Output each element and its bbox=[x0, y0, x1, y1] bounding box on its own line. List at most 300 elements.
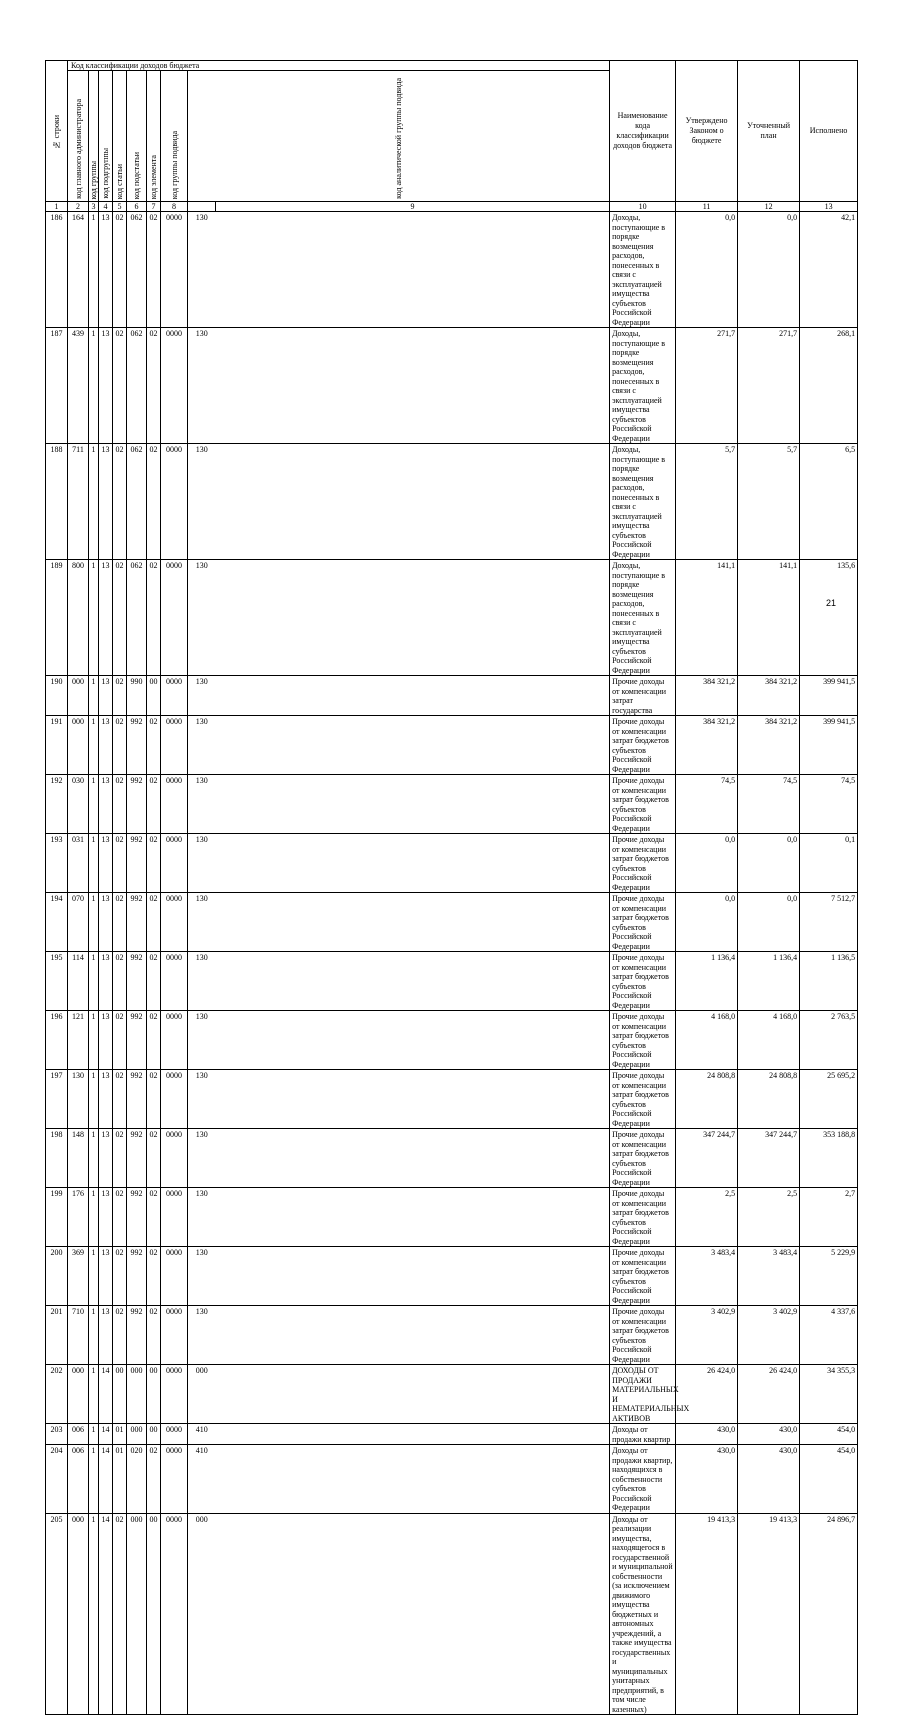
code-cell: 02 bbox=[147, 328, 161, 444]
code-cell: 0000 bbox=[161, 1188, 188, 1247]
refined-cell: 3 402,9 bbox=[738, 1306, 800, 1365]
row-number-cell: 193 bbox=[46, 834, 68, 893]
code-cell: 14 bbox=[99, 1424, 113, 1445]
code-cell: 02 bbox=[113, 444, 127, 560]
refined-cell: 19 413,3 bbox=[738, 1513, 800, 1715]
code-cell: 14 bbox=[99, 1365, 113, 1424]
approved-cell: 3 402,9 bbox=[676, 1306, 738, 1365]
code-cell: 000 bbox=[188, 1365, 216, 1424]
code-cell: 1 bbox=[89, 1424, 99, 1445]
table-row bbox=[46, 444, 858, 560]
code-cell-spacer bbox=[216, 1306, 610, 1365]
code-cell: 02 bbox=[113, 1306, 127, 1365]
code-cell: 1 bbox=[89, 952, 99, 1011]
code-cell: 121 bbox=[68, 1011, 89, 1070]
row-number-cell: 194 bbox=[46, 893, 68, 952]
column-number bbox=[188, 202, 216, 212]
code-cell: 1 bbox=[89, 1445, 99, 1514]
code-cell: 992 bbox=[127, 1011, 147, 1070]
approved-cell: 3 483,4 bbox=[676, 1247, 738, 1306]
code-cell-spacer bbox=[216, 1188, 610, 1247]
code-cell: 990 bbox=[127, 676, 147, 716]
code-cell-spacer bbox=[216, 1129, 610, 1188]
refined-cell: 74,5 bbox=[738, 775, 800, 834]
code-cell: 992 bbox=[127, 1247, 147, 1306]
code-cell: 148 bbox=[68, 1129, 89, 1188]
code-cell: 030 bbox=[68, 775, 89, 834]
approved-cell: 347 244,7 bbox=[676, 1129, 738, 1188]
table-row bbox=[46, 1365, 858, 1424]
row-number-cell: 189 bbox=[46, 560, 68, 676]
code-cell-spacer bbox=[216, 952, 610, 1011]
executed-cell: 399 941,5 bbox=[800, 676, 858, 716]
code-cell: 02 bbox=[113, 1247, 127, 1306]
code-cell-spacer bbox=[216, 1011, 610, 1070]
code-cell: 02 bbox=[147, 893, 161, 952]
table-row bbox=[46, 893, 858, 952]
code-cell-spacer bbox=[216, 893, 610, 952]
approved-cell: 5,7 bbox=[676, 444, 738, 560]
refined-cell: 5,7 bbox=[738, 444, 800, 560]
code-cell-spacer bbox=[216, 716, 610, 775]
refined-cell: 24 808,8 bbox=[738, 1070, 800, 1129]
code-cell: 0000 bbox=[161, 716, 188, 775]
executed-cell: 74,5 bbox=[800, 775, 858, 834]
code-cell: 410 bbox=[188, 1424, 216, 1445]
column-number: 7 bbox=[147, 202, 161, 212]
column-number: 11 bbox=[676, 202, 738, 212]
table-row bbox=[46, 676, 858, 716]
code-cell: 000 bbox=[127, 1365, 147, 1424]
code-cell: 0000 bbox=[161, 1129, 188, 1188]
row-number-cell: 195 bbox=[46, 952, 68, 1011]
code-cell: 439 bbox=[68, 328, 89, 444]
name-cell: Прочие доходы от компенсации затрат бюджетов субъектов Российской Федерации bbox=[610, 893, 676, 952]
column-number: 8 bbox=[161, 202, 188, 212]
approved-cell: 1 136,4 bbox=[676, 952, 738, 1011]
executed-cell: 268,1 bbox=[800, 328, 858, 444]
code-cell-spacer bbox=[216, 1070, 610, 1129]
name-cell: Доходы, поступающие в порядке возмещения расходов, понесенных в связи с эксплуатацией имущества субъектов Российской Федерации bbox=[610, 212, 676, 328]
code-cell: 1 bbox=[89, 212, 99, 328]
code-cell: 0000 bbox=[161, 952, 188, 1011]
refined-cell: 3 483,4 bbox=[738, 1247, 800, 1306]
code-cell: 02 bbox=[147, 952, 161, 1011]
refined-cell: 347 244,7 bbox=[738, 1129, 800, 1188]
code-cell: 031 bbox=[68, 834, 89, 893]
executed-cell: 34 355,3 bbox=[800, 1365, 858, 1424]
refined-cell: 384 321,2 bbox=[738, 676, 800, 716]
executed-cell: 2 763,5 bbox=[800, 1011, 858, 1070]
header-executed: Исполнено bbox=[800, 61, 858, 202]
code-cell: 13 bbox=[99, 775, 113, 834]
approved-cell: 0,0 bbox=[676, 834, 738, 893]
code-cell: 130 bbox=[188, 716, 216, 775]
header-refined: Уточненный план bbox=[738, 61, 800, 202]
name-cell: Прочие доходы от компенсации затрат бюджетов субъектов Российской Федерации bbox=[610, 1070, 676, 1129]
header-code-col bbox=[68, 71, 89, 202]
code-cell: 1 bbox=[89, 444, 99, 560]
column-number: 10 bbox=[610, 202, 676, 212]
column-number-row bbox=[46, 202, 858, 212]
code-cell: 02 bbox=[113, 775, 127, 834]
executed-cell: 4 337,6 bbox=[800, 1306, 858, 1365]
refined-cell: 1 136,4 bbox=[738, 952, 800, 1011]
row-number-cell: 203 bbox=[46, 1424, 68, 1445]
code-cell: 02 bbox=[147, 212, 161, 328]
code-cell: 062 bbox=[127, 560, 147, 676]
page-number: 21 bbox=[826, 598, 837, 608]
name-cell: Прочие доходы от компенсации затрат бюджетов субъектов Российской Федерации bbox=[610, 1011, 676, 1070]
code-cell: 1 bbox=[89, 1070, 99, 1129]
code-cell: 0000 bbox=[161, 1513, 188, 1715]
refined-cell: 0,0 bbox=[738, 212, 800, 328]
code-cell: 992 bbox=[127, 775, 147, 834]
row-number-cell: 198 bbox=[46, 1129, 68, 1188]
refined-cell: 26 424,0 bbox=[738, 1365, 800, 1424]
code-cell: 0000 bbox=[161, 1424, 188, 1445]
code-cell: 02 bbox=[147, 834, 161, 893]
code-cell: 13 bbox=[99, 1188, 113, 1247]
name-cell: Прочие доходы от компенсации затрат бюджетов субъектов Российской Федерации bbox=[610, 1188, 676, 1247]
code-cell: 02 bbox=[113, 952, 127, 1011]
header-code-col bbox=[147, 71, 161, 202]
refined-cell: 384 321,2 bbox=[738, 716, 800, 775]
code-cell: 02 bbox=[113, 1513, 127, 1715]
approved-cell: 271,7 bbox=[676, 328, 738, 444]
name-cell: Доходы от продажи квартир, находящихся в собственности субъектов Российской Федерации bbox=[610, 1445, 676, 1514]
header-code-label: код статьи bbox=[115, 163, 124, 199]
code-cell: 000 bbox=[68, 676, 89, 716]
code-cell: 1 bbox=[89, 1129, 99, 1188]
name-cell: Доходы от реализации имущества, находящегося в государственной и муниципальной собственности (за исключением движимого имущества бюджетных и автономных учреждений, а также имущества государственных и муниципальных унитарных предприятий, в том числе казенных) bbox=[610, 1513, 676, 1715]
code-cell: 00 bbox=[113, 1365, 127, 1424]
column-number: 9 bbox=[216, 202, 610, 212]
row-number-cell: 197 bbox=[46, 1070, 68, 1129]
name-cell: Доходы, поступающие в порядке возмещения расходов, понесенных в связи с эксплуатацией имущества субъектов Российской Федерации bbox=[610, 444, 676, 560]
code-cell: 1 bbox=[89, 834, 99, 893]
code-cell: 130 bbox=[188, 834, 216, 893]
code-cell: 062 bbox=[127, 328, 147, 444]
code-cell: 130 bbox=[188, 893, 216, 952]
name-cell: Прочие доходы от компенсации затрат бюджетов субъектов Российской Федерации bbox=[610, 716, 676, 775]
code-cell: 1 bbox=[89, 676, 99, 716]
code-cell: 130 bbox=[188, 1306, 216, 1365]
code-cell: 992 bbox=[127, 1070, 147, 1129]
column-number: 4 bbox=[99, 202, 113, 212]
code-cell: 0000 bbox=[161, 1011, 188, 1070]
row-number-cell: 201 bbox=[46, 1306, 68, 1365]
code-cell: 006 bbox=[68, 1424, 89, 1445]
executed-cell: 24 896,7 bbox=[800, 1513, 858, 1715]
approved-cell: 141,1 bbox=[676, 560, 738, 676]
code-cell: 000 bbox=[188, 1513, 216, 1715]
row-number-cell: 200 bbox=[46, 1247, 68, 1306]
row-number-cell: 199 bbox=[46, 1188, 68, 1247]
row-number-cell: 188 bbox=[46, 444, 68, 560]
code-cell: 130 bbox=[188, 1070, 216, 1129]
code-cell: 14 bbox=[99, 1513, 113, 1715]
refined-cell: 430,0 bbox=[738, 1424, 800, 1445]
column-number: 13 bbox=[800, 202, 858, 212]
row-number-cell: 192 bbox=[46, 775, 68, 834]
code-cell: 02 bbox=[147, 1247, 161, 1306]
code-cell: 01 bbox=[113, 1445, 127, 1514]
code-cell: 0000 bbox=[161, 1365, 188, 1424]
code-cell: 020 bbox=[127, 1445, 147, 1514]
approved-cell: 384 321,2 bbox=[676, 676, 738, 716]
code-cell: 13 bbox=[99, 676, 113, 716]
code-cell: 02 bbox=[147, 1445, 161, 1514]
code-cell: 02 bbox=[113, 1070, 127, 1129]
code-cell: 13 bbox=[99, 560, 113, 676]
code-cell: 02 bbox=[147, 775, 161, 834]
code-cell: 0000 bbox=[161, 775, 188, 834]
code-cell: 0000 bbox=[161, 444, 188, 560]
code-cell: 0000 bbox=[161, 893, 188, 952]
refined-cell: 0,0 bbox=[738, 893, 800, 952]
code-cell: 0000 bbox=[161, 676, 188, 716]
header-name: Наименование кода классификации доходов бюджета bbox=[610, 61, 676, 202]
refined-cell: 4 168,0 bbox=[738, 1011, 800, 1070]
code-cell: 00 bbox=[147, 676, 161, 716]
executed-cell: 135,6 bbox=[800, 560, 858, 676]
row-number-cell: 186 bbox=[46, 212, 68, 328]
code-cell: 02 bbox=[113, 212, 127, 328]
name-cell: Доходы от продажи квартир bbox=[610, 1424, 676, 1445]
code-cell: 02 bbox=[147, 1070, 161, 1129]
code-cell: 1 bbox=[89, 1188, 99, 1247]
row-number-cell: 205 bbox=[46, 1513, 68, 1715]
code-cell: 130 bbox=[188, 444, 216, 560]
approved-cell: 430,0 bbox=[676, 1445, 738, 1514]
code-cell: 0000 bbox=[161, 1306, 188, 1365]
code-cell: 006 bbox=[68, 1445, 89, 1514]
approved-cell: 430,0 bbox=[676, 1424, 738, 1445]
code-cell: 992 bbox=[127, 1188, 147, 1247]
approved-cell: 24 808,8 bbox=[676, 1070, 738, 1129]
table-row bbox=[46, 1445, 858, 1514]
code-cell: 02 bbox=[147, 1129, 161, 1188]
code-cell: 130 bbox=[188, 952, 216, 1011]
code-cell: 000 bbox=[68, 1513, 89, 1715]
code-cell: 1 bbox=[89, 1247, 99, 1306]
name-cell: Прочие доходы от компенсации затрат государства bbox=[610, 676, 676, 716]
column-number: 6 bbox=[127, 202, 147, 212]
code-cell: 130 bbox=[188, 1011, 216, 1070]
code-cell: 711 bbox=[68, 444, 89, 560]
code-cell: 130 bbox=[188, 676, 216, 716]
code-cell: 130 bbox=[188, 560, 216, 676]
executed-cell: 2,7 bbox=[800, 1188, 858, 1247]
code-cell: 02 bbox=[147, 444, 161, 560]
code-cell: 02 bbox=[113, 716, 127, 775]
column-number: 5 bbox=[113, 202, 127, 212]
code-cell: 13 bbox=[99, 444, 113, 560]
code-cell: 13 bbox=[99, 952, 113, 1011]
code-cell: 369 bbox=[68, 1247, 89, 1306]
approved-cell: 26 424,0 bbox=[676, 1365, 738, 1424]
header-code-col bbox=[113, 71, 127, 202]
code-cell: 02 bbox=[113, 676, 127, 716]
executed-cell: 0,1 bbox=[800, 834, 858, 893]
approved-cell: 4 168,0 bbox=[676, 1011, 738, 1070]
table-row bbox=[46, 1424, 858, 1445]
table-row bbox=[46, 1070, 858, 1129]
code-cell: 1 bbox=[89, 1306, 99, 1365]
name-cell: Прочие доходы от компенсации затрат бюджетов субъектов Российской Федерации bbox=[610, 1247, 676, 1306]
code-cell: 00 bbox=[147, 1424, 161, 1445]
code-cell: 1 bbox=[89, 1365, 99, 1424]
code-cell: 02 bbox=[113, 893, 127, 952]
refined-cell: 2,5 bbox=[738, 1188, 800, 1247]
code-cell: 02 bbox=[113, 1188, 127, 1247]
code-cell: 13 bbox=[99, 716, 113, 775]
refined-cell: 271,7 bbox=[738, 328, 800, 444]
header-code-group: Код классификации доходов бюджета bbox=[68, 61, 610, 71]
row-number-cell: 204 bbox=[46, 1445, 68, 1514]
table-row bbox=[46, 1306, 858, 1365]
name-cell: Доходы, поступающие в порядке возмещения расходов, понесенных в связи с эксплуатацией имущества субъектов Российской Федерации bbox=[610, 328, 676, 444]
executed-cell: 6,5 bbox=[800, 444, 858, 560]
code-cell: 02 bbox=[147, 1011, 161, 1070]
code-cell-spacer bbox=[216, 834, 610, 893]
code-cell: 13 bbox=[99, 834, 113, 893]
name-cell: Доходы, поступающие в порядке возмещения расходов, понесенных в связи с эксплуатацией имущества субъектов Российской Федерации bbox=[610, 560, 676, 676]
refined-cell: 0,0 bbox=[738, 834, 800, 893]
name-cell: Прочие доходы от компенсации затрат бюджетов субъектов Российской Федерации bbox=[610, 775, 676, 834]
table-body bbox=[46, 212, 858, 1715]
table-row bbox=[46, 1011, 858, 1070]
code-cell: 1 bbox=[89, 1513, 99, 1715]
budget-revenue-table bbox=[45, 60, 858, 1715]
code-cell: 1 bbox=[89, 328, 99, 444]
code-cell: 000 bbox=[127, 1424, 147, 1445]
header-row-group bbox=[46, 61, 858, 71]
code-cell: 062 bbox=[127, 444, 147, 560]
code-cell: 13 bbox=[99, 212, 113, 328]
code-cell: 114 bbox=[68, 952, 89, 1011]
code-cell: 13 bbox=[99, 328, 113, 444]
code-cell: 0000 bbox=[161, 1247, 188, 1306]
code-cell: 130 bbox=[188, 1247, 216, 1306]
code-cell: 992 bbox=[127, 716, 147, 775]
executed-cell: 1 136,5 bbox=[800, 952, 858, 1011]
column-number: 12 bbox=[738, 202, 800, 212]
column-number: 2 bbox=[68, 202, 89, 212]
executed-cell: 454,0 bbox=[800, 1424, 858, 1445]
code-cell-spacer bbox=[216, 328, 610, 444]
code-cell-spacer bbox=[216, 676, 610, 716]
code-cell: 000 bbox=[68, 716, 89, 775]
name-cell: Прочие доходы от компенсации затрат бюджетов субъектов Российской Федерации bbox=[610, 834, 676, 893]
header-code-col bbox=[99, 71, 113, 202]
executed-cell: 353 188,8 bbox=[800, 1129, 858, 1188]
table-row bbox=[46, 560, 858, 676]
code-cell: 992 bbox=[127, 1306, 147, 1365]
code-cell: 0000 bbox=[161, 328, 188, 444]
code-cell: 00 bbox=[147, 1365, 161, 1424]
column-number: 1 bbox=[46, 202, 68, 212]
code-cell: 1 bbox=[89, 716, 99, 775]
code-cell: 710 bbox=[68, 1306, 89, 1365]
code-cell: 0000 bbox=[161, 560, 188, 676]
code-cell: 1 bbox=[89, 1011, 99, 1070]
code-cell: 410 bbox=[188, 1445, 216, 1514]
header-code-label: код группы bbox=[89, 160, 98, 199]
code-cell: 130 bbox=[68, 1070, 89, 1129]
code-cell: 992 bbox=[127, 952, 147, 1011]
code-cell: 02 bbox=[147, 560, 161, 676]
code-cell: 0000 bbox=[161, 212, 188, 328]
code-cell-spacer bbox=[216, 560, 610, 676]
code-cell: 062 bbox=[127, 212, 147, 328]
code-cell-spacer bbox=[216, 1365, 610, 1424]
header-code-label: код элемента bbox=[149, 154, 158, 199]
code-cell: 130 bbox=[188, 1188, 216, 1247]
code-cell: 13 bbox=[99, 1070, 113, 1129]
executed-cell: 42,1 bbox=[800, 212, 858, 328]
executed-cell: 7 512,7 bbox=[800, 893, 858, 952]
code-cell: 130 bbox=[188, 775, 216, 834]
row-number-cell: 190 bbox=[46, 676, 68, 716]
code-cell: 130 bbox=[188, 1129, 216, 1188]
approved-cell: 0,0 bbox=[676, 893, 738, 952]
executed-cell: 454,0 bbox=[800, 1445, 858, 1514]
code-cell: 1 bbox=[89, 560, 99, 676]
code-cell: 992 bbox=[127, 1129, 147, 1188]
header-approved: Утверждено Законом о бюджете bbox=[676, 61, 738, 202]
header-code-label: код подгруппы bbox=[101, 148, 110, 199]
code-cell: 13 bbox=[99, 1306, 113, 1365]
table-row bbox=[46, 1188, 858, 1247]
code-cell: 14 bbox=[99, 1445, 113, 1514]
header-code-label: код главного администратора bbox=[73, 99, 83, 199]
code-cell: 0000 bbox=[161, 834, 188, 893]
approved-cell: 384 321,2 bbox=[676, 716, 738, 775]
row-number-cell: 196 bbox=[46, 1011, 68, 1070]
code-cell: 992 bbox=[127, 893, 147, 952]
approved-cell: 19 413,3 bbox=[676, 1513, 738, 1715]
code-cell: 01 bbox=[113, 1424, 127, 1445]
table-row bbox=[46, 952, 858, 1011]
column-number: 3 bbox=[89, 202, 99, 212]
code-cell-spacer bbox=[216, 1513, 610, 1715]
header-row-no-label: № строки bbox=[52, 114, 61, 149]
code-cell: 992 bbox=[127, 834, 147, 893]
code-cell: 02 bbox=[147, 1188, 161, 1247]
code-cell: 02 bbox=[113, 1011, 127, 1070]
table-row bbox=[46, 1129, 858, 1188]
code-cell-spacer bbox=[216, 444, 610, 560]
code-cell: 02 bbox=[113, 560, 127, 676]
header-row-no bbox=[46, 61, 68, 202]
table-row bbox=[46, 1513, 858, 1715]
header-code-label: код группы подвида bbox=[169, 130, 179, 199]
code-cell: 0000 bbox=[161, 1070, 188, 1129]
code-cell: 02 bbox=[147, 1306, 161, 1365]
code-cell: 130 bbox=[188, 328, 216, 444]
refined-cell: 430,0 bbox=[738, 1445, 800, 1514]
code-cell: 000 bbox=[68, 1365, 89, 1424]
code-cell: 13 bbox=[99, 1129, 113, 1188]
row-number-cell: 191 bbox=[46, 716, 68, 775]
name-cell: ДОХОДЫ ОТ ПРОДАЖИ МАТЕРИАЛЬНЫХ И НЕМАТЕРИАЛЬНЫХ АКТИВОВ bbox=[610, 1365, 676, 1424]
code-cell: 176 bbox=[68, 1188, 89, 1247]
header-code-label: код подстатьи bbox=[132, 151, 141, 199]
code-cell-spacer bbox=[216, 1445, 610, 1514]
code-cell: 00 bbox=[147, 1513, 161, 1715]
